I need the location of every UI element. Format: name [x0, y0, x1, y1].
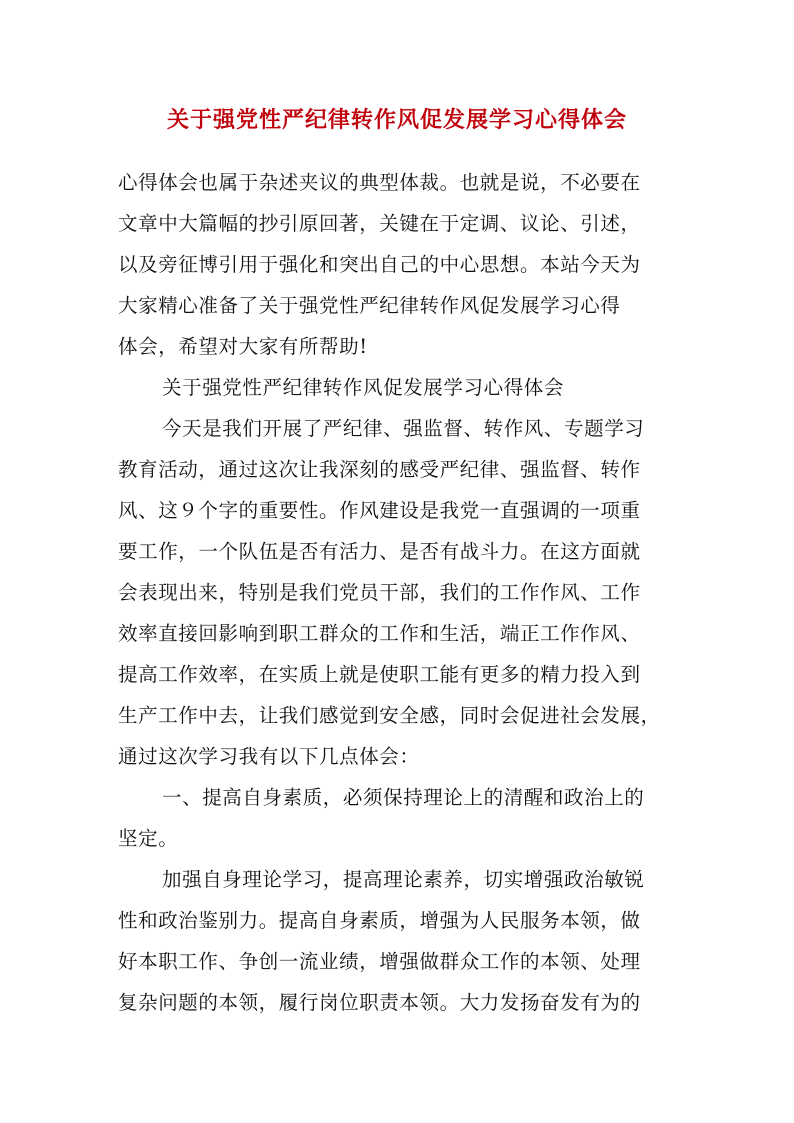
text-line: 今天是我们开展了严纪律、强监督、转作风、专题学习	[162, 417, 645, 440]
section-heading: 关于强党性严纪律转作风促发展学习心得体会	[162, 376, 565, 399]
text-line: 教育活动，通过这次让我深刻的感受严纪律、强监督、转作	[118, 458, 641, 481]
point-heading: 一、提高自身素质，必须保持理论上的清醒和政治上的	[162, 786, 645, 809]
text-line: 好本职工作、争创一流业绩，增强做群众工作的本领、处理	[118, 950, 641, 973]
document-title: 关于强党性严纪律转作风促发展学习心得体会	[166, 107, 627, 133]
text-line: 心得体会也属于杂述夹议的典型体裁。也就是说，不必要在	[118, 171, 641, 194]
text-line: 复杂问题的本领，履行岗位职责本领。大力发扬奋发有为的	[118, 991, 641, 1014]
text-line: 风、这９个字的重要性。作风建设是我党一直强调的一项重	[118, 499, 641, 522]
text-line: 提高工作效率，在实质上就是使职工能有更多的精力投入到	[118, 663, 641, 686]
text-line: 通过这次学习我有以下几点体会：	[118, 745, 420, 768]
text-line: 文章中大篇幅的抄引原回著，关键在于定调、议论、引述，	[118, 212, 641, 235]
text-line: 会表现出来，特别是我们党员干部，我们的工作作风、工作	[118, 581, 641, 604]
text-line: 效率直接回影响到职工群众的工作和生活，端正工作作风、	[118, 622, 641, 645]
text-line: 生产工作中去，让我们感觉到安全感，同时会促进社会发展，	[118, 704, 661, 727]
text-line: 以及旁征博引用于强化和突出自己的中心思想。本站今天为	[118, 253, 641, 276]
text-line: 大家精心准备了关于强党性严纪律转作风促发展学习心得	[118, 294, 621, 317]
text-line: 加强自身理论学习，提高理论素养，切实增强政治敏锐	[162, 868, 645, 891]
text-line: 性和政治鉴别力。提高自身素质，增强为人民服务本领，做	[118, 909, 641, 932]
document-body	[118, 162, 678, 1023]
text-line: 坚定。	[118, 827, 179, 850]
text-line: 要工作，一个队伍是否有活力、是否有战斗力。在这方面就	[118, 540, 641, 563]
text-line: 体会，希望对大家有所帮助!	[118, 335, 368, 358]
